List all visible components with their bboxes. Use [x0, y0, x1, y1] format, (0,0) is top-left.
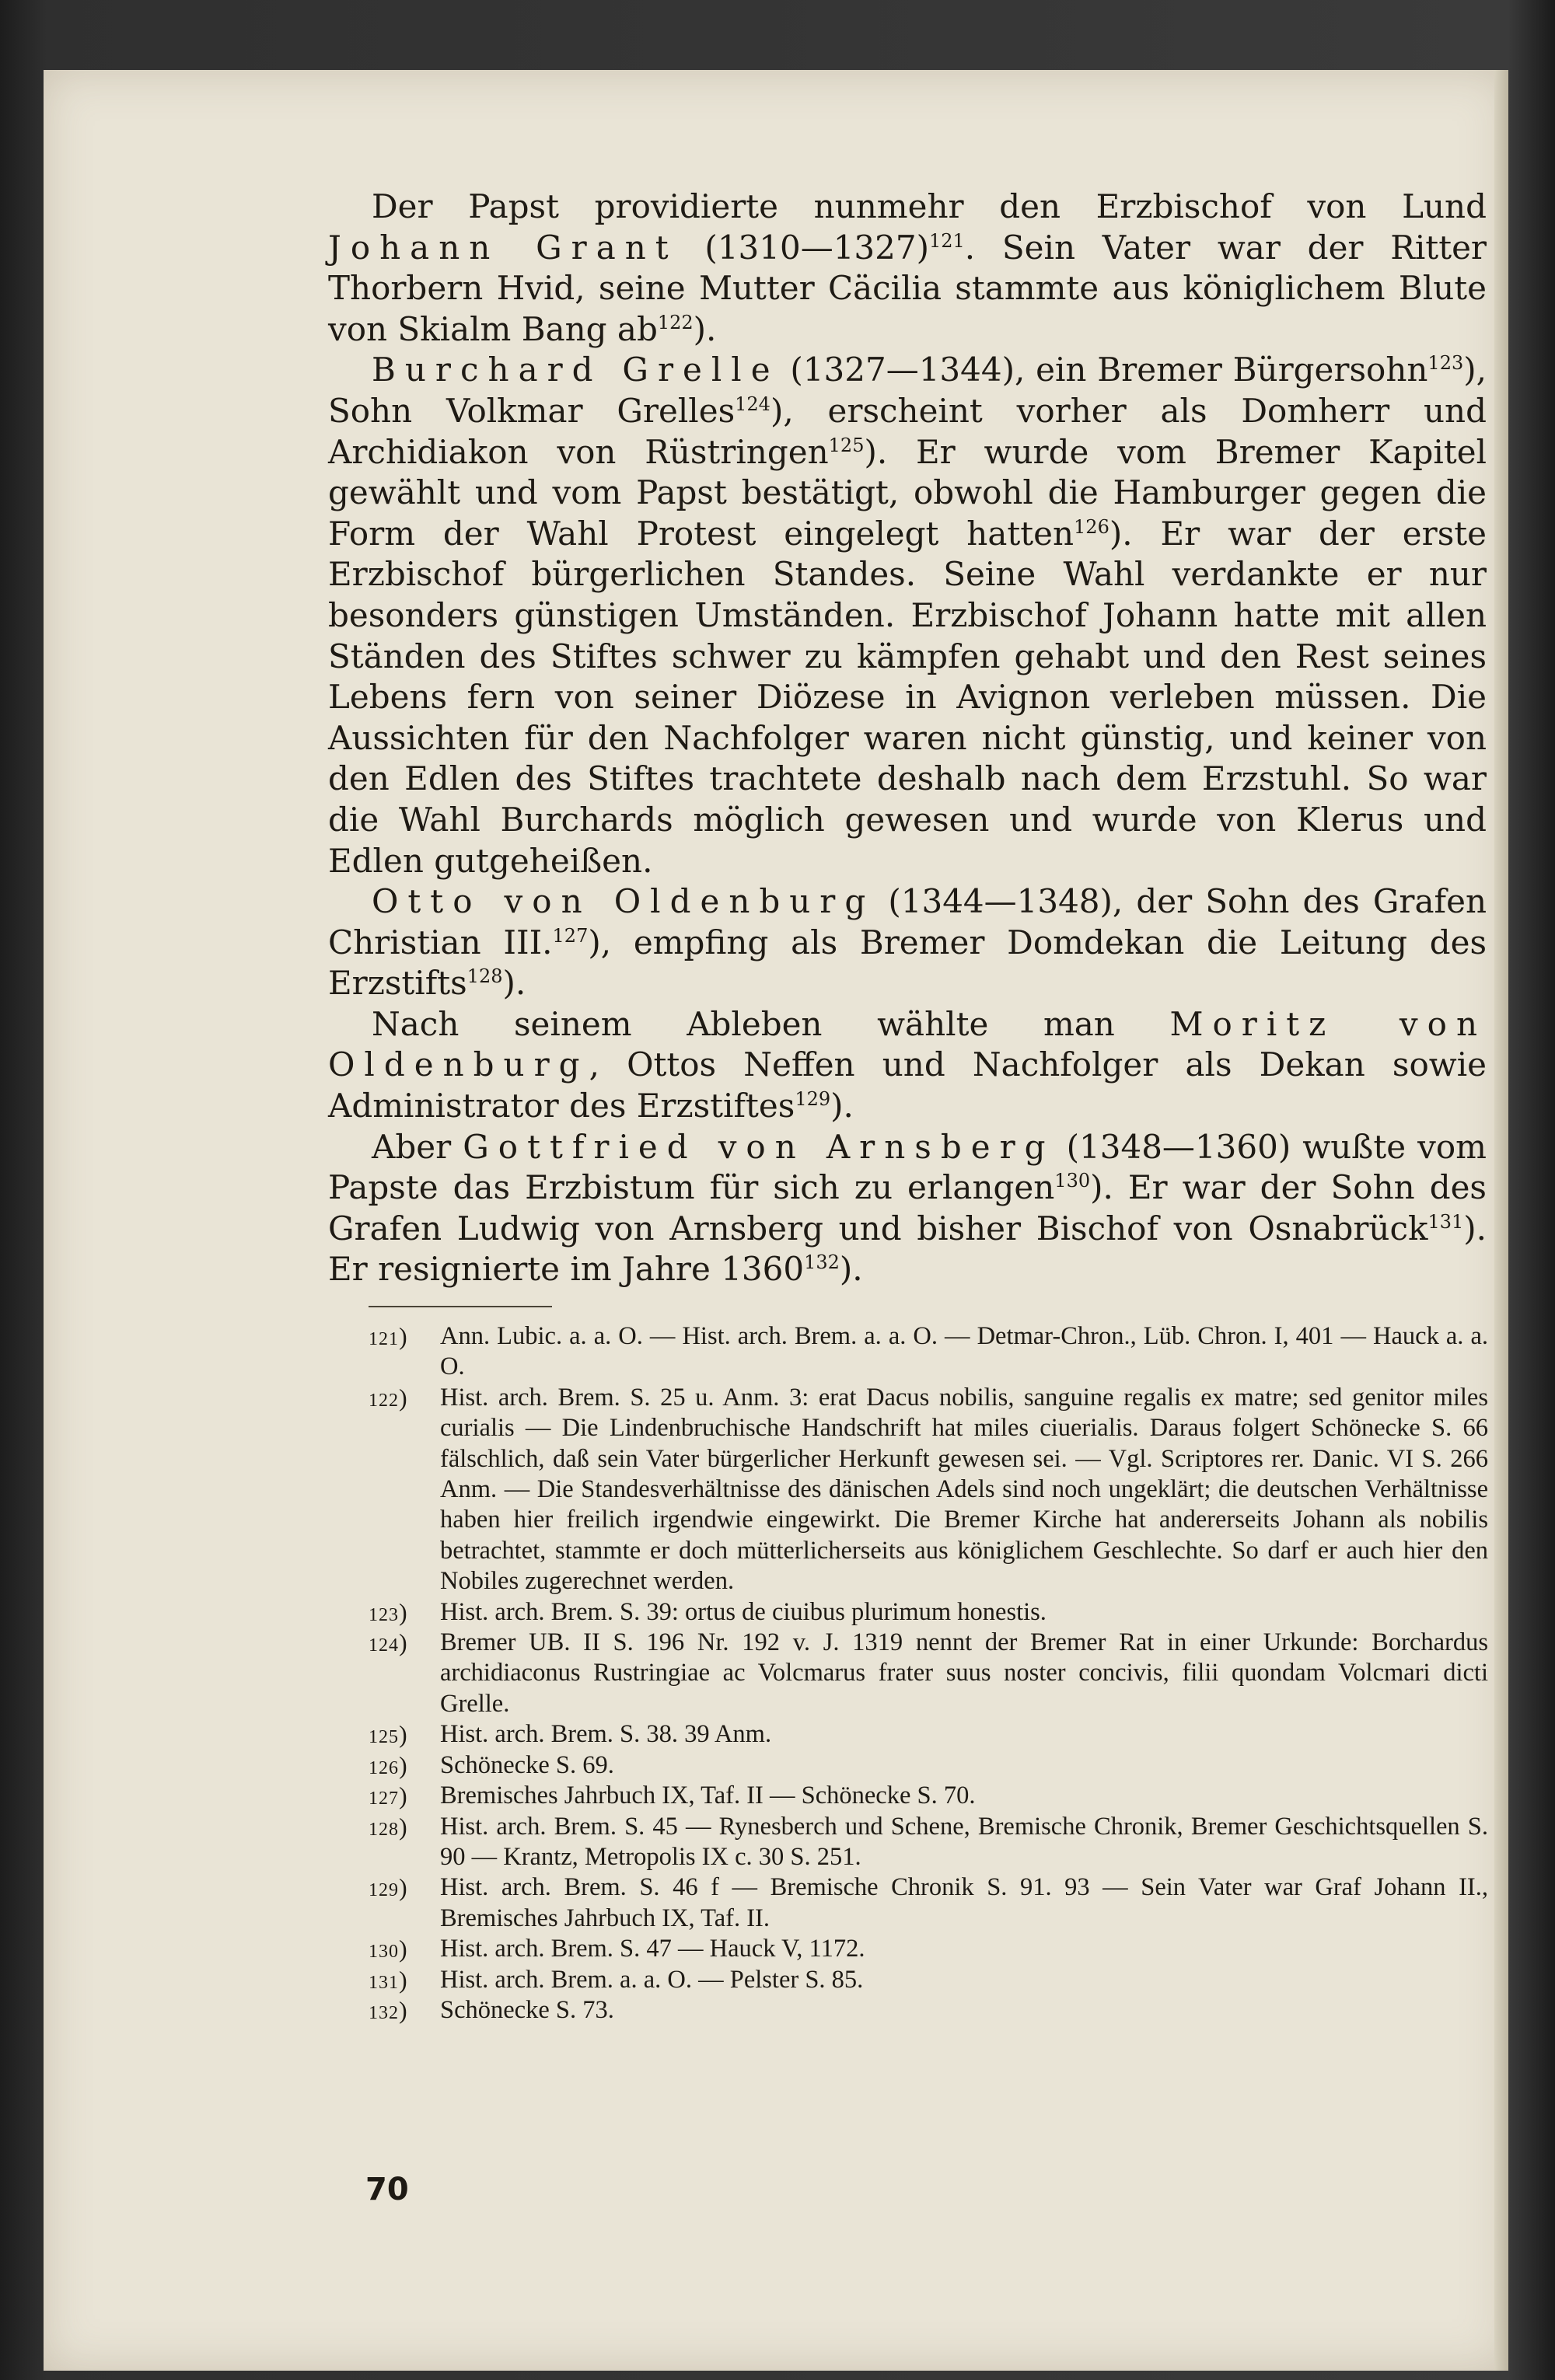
footnote-number [369, 1750, 440, 1784]
footnote [369, 1872, 1488, 1934]
text-run: . Sein Vater war der Ritter Thorbern Hvid, seine Mutter Cäcilia stammte aus königlichem Blute von Skialm Bang ab [328, 228, 1487, 348]
footnote-ref: 130 [1054, 1170, 1091, 1192]
footnote-number [369, 1719, 440, 1753]
person-name: Gottfried von Arnsberg [463, 1127, 1055, 1166]
text-run: (1348—1360) wußte vom Papste das Erzbistum für sich zu erlangen [328, 1127, 1487, 1207]
footnote-text: Schönecke S. 69. [440, 1750, 614, 1779]
main-text [328, 187, 1487, 1290]
footnote-number-value: 122 [369, 1390, 399, 1411]
footnote-ref: 126 [1074, 515, 1109, 538]
footnote-text: Ann. Lubic. a. a. O. — Hist. arch. Brem. a. a. O. — Detmar-Chron., Lüb. Chron. I, 401 — Hauck a. a. O. [440, 1322, 1488, 1381]
footnote-ref: 127 [552, 924, 589, 947]
footnote [369, 1812, 1488, 1873]
footnote-paren: ) [399, 1812, 408, 1841]
text-run: Aber [372, 1127, 463, 1166]
footnote-number [369, 1597, 440, 1631]
paragraph [328, 881, 1487, 1004]
footnote-paren: ) [399, 1873, 408, 1902]
footnote [369, 1597, 1488, 1628]
footnote-text: Schönecke S. 73. [440, 1995, 614, 2024]
footnote-number-value: 124 [369, 1635, 399, 1656]
footnote-number-value: 132 [369, 2002, 399, 2023]
footnote [369, 1995, 1488, 2026]
footnote [369, 1781, 1488, 1811]
footnote-paren: ) [399, 1750, 408, 1779]
footnote-number [369, 1965, 440, 1998]
text-run: , Ottos Neffen und Nachfolger als Dekan sowie Administrator des Erzstiftes [328, 1045, 1487, 1125]
person-name: Otto von Oldenburg [372, 882, 875, 921]
footnote-rule [369, 1306, 552, 1307]
footnote-ref: 123 [1427, 352, 1464, 375]
paragraph [328, 187, 1487, 350]
footnote-text: Bremisches Jahrbuch IX, Taf. II — Schönecke S. 70. [440, 1782, 976, 1810]
footnote-number-value: 130 [369, 1942, 399, 1963]
footnote-text: Hist. arch. Brem. a. a. O. — Pelster S. 85. [440, 1965, 864, 1994]
footnote-number-value: 127 [369, 1788, 399, 1809]
text-run: ). [839, 1250, 863, 1289]
footnote-text: Hist. arch. Brem. S. 46 f — Bremische Chronik S. 91. 93 — Sein Vater war Graf Johann II., Bremisches Jahrbuch IX, Taf. II. [440, 1873, 1488, 1932]
footnote-text: Hist. arch. Brem. S. 38. 39 Anm. [440, 1720, 772, 1749]
footnote-ref: 131 [1427, 1210, 1464, 1233]
text-run: ). Er wurde vom Bremer Kapitel gewählt und vom Papst bestätigt, obwohl die Hamburger gegen die Form der Wahl Protest eingelegt hatten [328, 432, 1487, 553]
footnote-ref: 132 [804, 1251, 840, 1274]
footnote-ref: 122 [657, 311, 694, 333]
paragraph [328, 1004, 1487, 1127]
footnote-text: Bremer UB. II S. 196 Nr. 192 v. J. 1319 nennt der Bremer Rat in einer Urkunde: Borchardus archidiaconus Rustringiae ac Volcmarus frater suus noster concivis, filii quondam Volcmari dicti Grelle. [440, 1628, 1488, 1718]
footnote-number-value: 121 [369, 1329, 399, 1349]
footnote-paren: ) [399, 1383, 408, 1412]
footnote [369, 1934, 1488, 1964]
text-run: (1344—1348), der Sohn des Grafen Christian III. [328, 882, 1487, 961]
footnote-ref: 124 [735, 393, 771, 415]
footnote-number [369, 1812, 440, 1845]
footnote-number-value: 129 [369, 1880, 399, 1901]
footnote-ref: 125 [828, 434, 865, 456]
text-run: ). [830, 1087, 854, 1125]
footnote-number-value: 125 [369, 1727, 399, 1748]
footnotes [369, 1321, 1488, 2026]
text-run: ). [502, 964, 526, 1003]
footnote-number-value: 131 [369, 1972, 399, 1993]
footnote-number [369, 1781, 440, 1814]
text-run: Nach seinem Ableben wählte man [372, 1004, 1170, 1043]
footnote [369, 1965, 1488, 1995]
footnote-number [369, 1934, 440, 1967]
footnote-text: Hist. arch. Brem. S. 39: ortus de ciuibus plurimum honestis. [440, 1597, 1047, 1626]
footnote [369, 1719, 1488, 1750]
text-run: ). Er war der erste Erzbischof bürgerlichen Standes. Seine Wahl verdankte er nur besonders günstigen Umständen. Erzbischof Johann hatte mit allen Ständen des Stiftes schwer zu kämpfen gehabt und den Rest seines Lebens fern von seiner Diözese in Avignon verleben müssen. Die Aussichten für den Nachfolger waren nicht günstig, und keiner von den Edlen des Stiftes trachtete deshalb nach dem Erzstuhl. So war die Wahl Burchards möglich gewesen und wurde von Klerus und Edlen gutgeheißen. [328, 514, 1487, 880]
paragraph [328, 1127, 1487, 1290]
text-run: (1310—1327) [677, 228, 929, 267]
text-run: (1327—1344), ein Bremer Bürgersohn [779, 351, 1428, 389]
footnote-number [369, 1995, 440, 2029]
text-run: ), empfing als Bremer Domdekan die Leitung des Erzstifts [328, 923, 1487, 1003]
footnote-number [369, 1321, 440, 1355]
text-run: ). [693, 309, 717, 348]
page-number: 70 [365, 2172, 409, 2207]
footnote [369, 1628, 1488, 1719]
footnote-paren: ) [399, 1782, 408, 1810]
person-name: Moritz von Oldenburg [328, 1004, 1487, 1084]
footnote-ref: 128 [466, 965, 503, 988]
text-run: ). Er war der Sohn des Grafen Ludwig von Arnsberg und bisher Bischof von Osnabrück [328, 1168, 1487, 1248]
footnote-number [369, 1383, 440, 1416]
footnote [369, 1383, 1488, 1597]
text-run: ). Er resignierte im Jahre 1360 [328, 1209, 1487, 1289]
text-run: ), erscheint vorher als Domherr und Archidiakon von Rüstringen [328, 391, 1487, 471]
footnote-paren: ) [399, 1935, 408, 1963]
page-edge [1494, 70, 1508, 2371]
footnote-number-value: 126 [369, 1757, 399, 1778]
footnote-paren: ) [399, 1965, 408, 1994]
footnote [369, 1750, 1488, 1781]
text-run: ), Sohn Volkmar Grelles [328, 351, 1487, 430]
person-name: Burchard Grelle [372, 351, 780, 389]
footnote-paren: ) [399, 1995, 408, 2024]
footnote-number-value: 123 [369, 1604, 399, 1625]
footnote-ref: 129 [795, 1088, 831, 1111]
text-run: Der Papst providierte nunmehr den Erzbischof von Lund [372, 187, 1487, 225]
footnote-paren: ) [399, 1628, 408, 1657]
footnote-number-value: 128 [369, 1819, 399, 1840]
person-name: Johann Grant [328, 228, 678, 267]
footnote-text: Hist. arch. Brem. S. 47 — Hauck V, 1172. [440, 1935, 865, 1963]
footnote-number [369, 1872, 440, 1906]
footnote-text: Hist. arch. Brem. S. 45 — Rynesberch und Schene, Bremische Chronik, Bremer Geschichtsquellen S. 90 — Krantz, Metropolis IX c. 30 S. 251. [440, 1812, 1488, 1871]
paragraph [328, 350, 1487, 881]
footnote-paren: ) [399, 1597, 408, 1626]
footnote-ref: 121 [928, 229, 965, 252]
footnote-text: Hist. arch. Brem. S. 25 u. Anm. 3: erat Dacus nobilis, sanguine regalis ex matre; sed genitor miles curialis — Die Lindenbruchische Handschrift hat miles ciuerialis. Daraus folgert Schönecke S. 66 fälschlich, daß sein Vater bürgerlicher Herkunft gewesen sei. — Vgl. Scriptores rer. Danic. VI S. 266 Anm. — Die Standesverhältnisse des dänischen Adels sind noch ungeklärt; die deutschen Verhältnisse haben hier freilich irgendwie eingewirkt. Die Bremer Kirche hat andererseits Johann als nobilis betrachtet, stammte er doch mütterlicherseits aus königlichem Geschlechte. So darf er auch hier den Nobiles zugerechnet werden. [440, 1383, 1488, 1596]
footnote-paren: ) [399, 1720, 408, 1749]
footnote-paren: ) [399, 1322, 408, 1350]
footnote-number [369, 1628, 440, 1661]
footnote [369, 1321, 1488, 1383]
